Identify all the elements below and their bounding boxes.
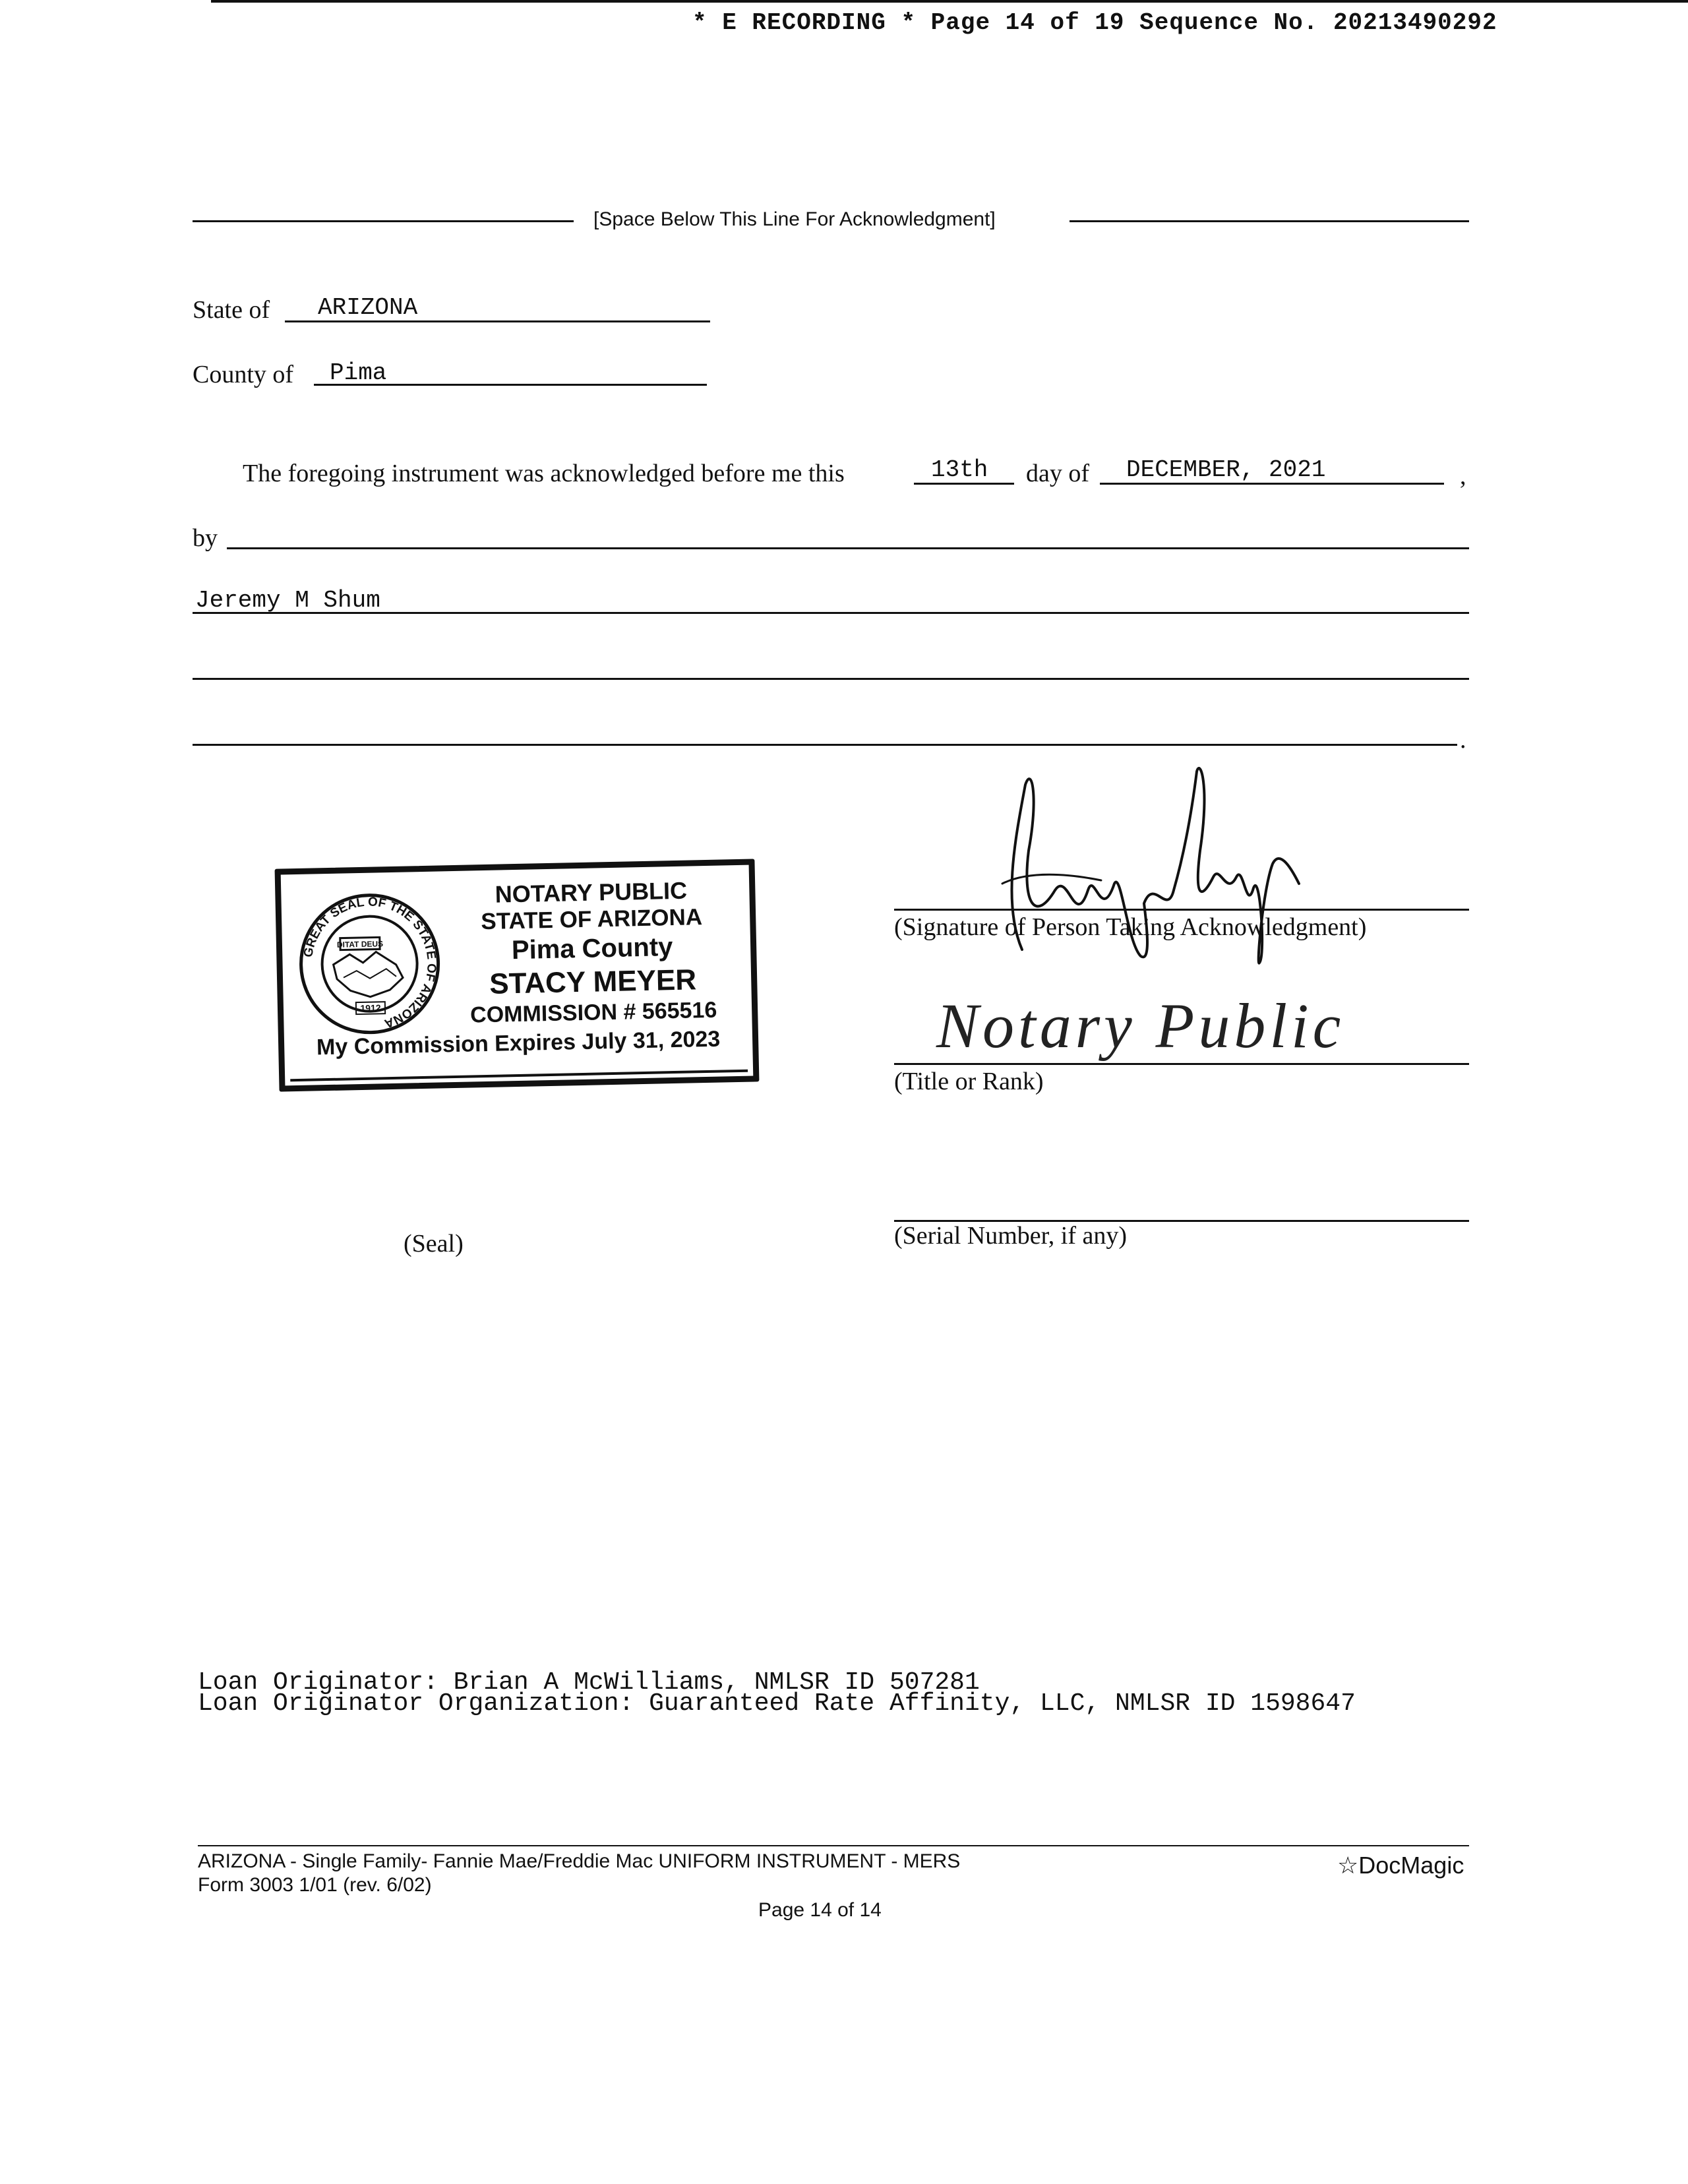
divider-right-line [1070, 220, 1469, 222]
footer-rule [198, 1845, 1469, 1846]
state-label: State of [193, 296, 270, 324]
recording-header: * E RECORDING * Page 14 of 19 Sequence No. 20213490292 [692, 9, 1497, 36]
seal-ring-text: GREAT SEAL OF THE STATE OF ARIZONA [301, 895, 438, 1031]
trailing-comma: , [1460, 462, 1466, 490]
docmagic-brand [1337, 1852, 1464, 1879]
loan-originator-line: Loan Originator: Brian A McWilliams, NMLSR ID 507281 [198, 1668, 980, 1697]
stamp-bottom-rule [290, 1070, 748, 1082]
title-caption: (Title or Rank) [894, 1068, 1044, 1095]
loan-originator-organization-line: Loan Originator Organization: Guaranteed Rate Affinity, LLC, NMLSR ID 1598647 [198, 1689, 1356, 1718]
top-border-line [211, 0, 1688, 3]
seal-caption: (Seal) [404, 1230, 464, 1258]
page-number: Page 14 of 14 [758, 1899, 882, 1921]
month-year-value: DECEMBER, 2021 [1126, 456, 1326, 483]
signature-caption: (Signature of Person Taking Acknowledgment) [894, 913, 1367, 941]
county-value: Pima [330, 359, 387, 386]
county-label: County of [193, 361, 294, 388]
signer-underline [193, 612, 1469, 614]
stamp-notary-title: NOTARY PUBLIC [495, 876, 688, 908]
blank-line-1 [193, 678, 1469, 680]
seal-motto: DITAT DEUS [336, 939, 384, 950]
by-underline [227, 547, 1469, 549]
seal-year: 1912 [360, 1002, 381, 1014]
acknowledgment-intro: The foregoing instrument was acknowledged before me this [243, 460, 845, 487]
day-value: 13th [931, 456, 988, 483]
state-value: ARIZONA [318, 294, 418, 321]
stamp-expiration: My Commission Expires July 31, 2023 [316, 1026, 721, 1060]
signature-line [894, 909, 1469, 911]
day-of-label: day of [1026, 460, 1090, 487]
title-line [894, 1063, 1469, 1065]
closing-period: . [1460, 726, 1466, 754]
handwritten-title: Notary Public [936, 990, 1345, 1061]
form-number: Form 3003 1/01 (rev. 6/02) [198, 1874, 432, 1896]
stamp-county: Pima County [511, 932, 673, 965]
stamp-commission: COMMISSION # 565516 [469, 997, 717, 1028]
notary-stamp [275, 859, 760, 1091]
acknowledgment-divider-label: [Space Below This Line For Acknowledgment] [593, 208, 996, 230]
signer-name: Jeremy M Shum [195, 587, 380, 614]
serial-caption: (Serial Number, if any) [894, 1222, 1128, 1250]
form-title: ARIZONA - Single Family- Fannie Mae/Freddie Mac UNIFORM INSTRUMENT - MERS [198, 1850, 961, 1872]
divider-left-line [193, 220, 574, 222]
stamp-state: STATE OF ARIZONA [481, 904, 703, 935]
star-icon: ☆ [1337, 1852, 1359, 1879]
by-label: by [193, 524, 218, 552]
handwritten-signature [976, 758, 1319, 976]
docmagic-brand-label: DocMagic [1358, 1852, 1464, 1879]
arizona-seal-icon [295, 890, 444, 1038]
blank-line-2 [193, 744, 1457, 746]
stamp-notary-name: STACY MEYER [489, 963, 697, 1000]
